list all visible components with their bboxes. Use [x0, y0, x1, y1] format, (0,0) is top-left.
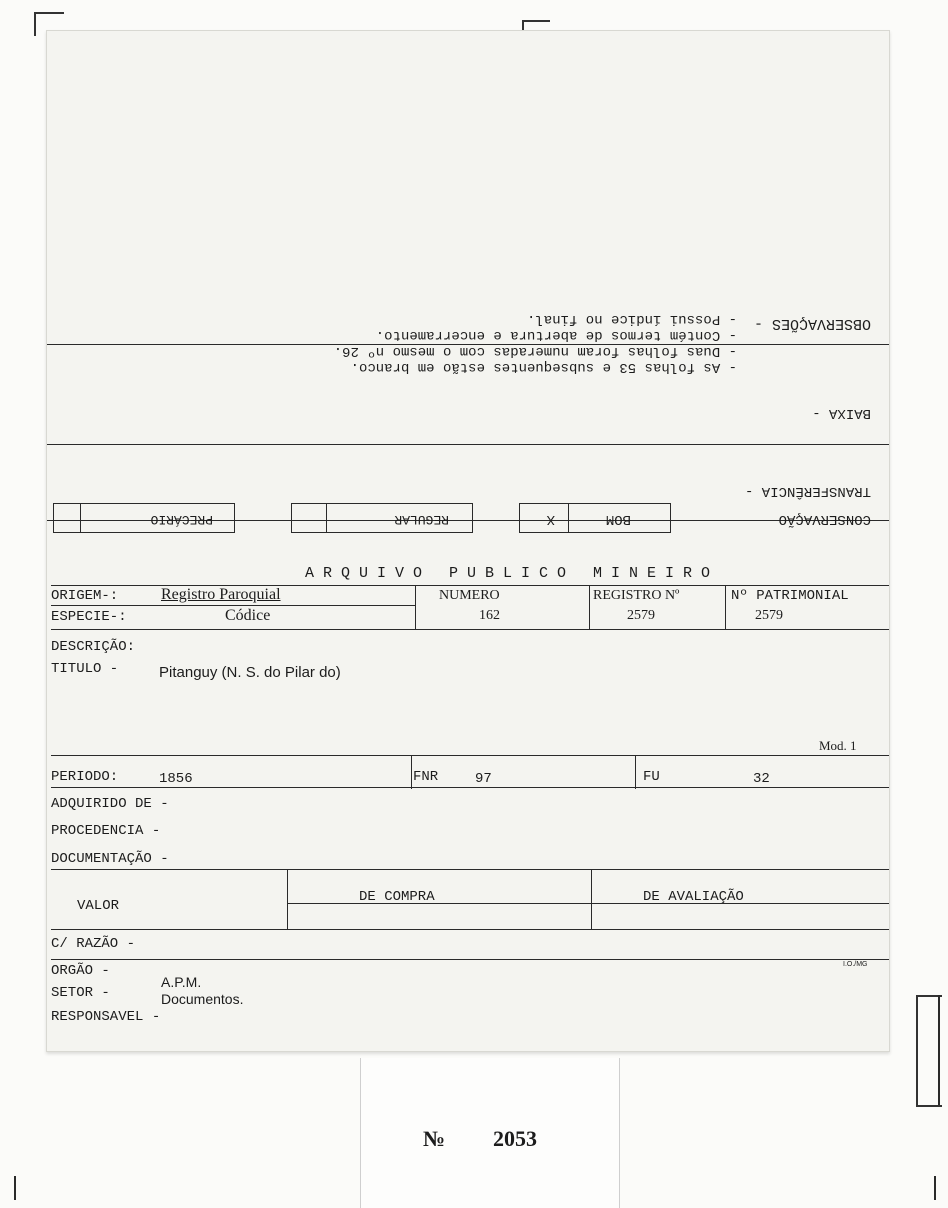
- observacoes-item: - Possui índice no final.: [526, 311, 737, 327]
- divider: [47, 444, 889, 445]
- divider: [47, 344, 889, 345]
- razao-label: C/ RAZÃO -: [51, 936, 136, 952]
- divider: [51, 605, 415, 606]
- observacoes-label: OBSERVAÇÕES -: [753, 315, 871, 332]
- orgao-value: A.P.M.: [161, 974, 202, 990]
- divider: [80, 503, 81, 533]
- divider: [51, 755, 889, 756]
- observacoes-item: - Duas folhas foram numeradas com o mesmo nº 26.: [333, 343, 737, 359]
- option-regular-label: REGULAR: [394, 512, 449, 527]
- divider: [287, 869, 288, 929]
- setor-label: SETOR -: [51, 985, 110, 1001]
- option-bom-box: [519, 503, 671, 533]
- patrimonial-value: 2579: [755, 608, 783, 623]
- stub-number: 2053: [493, 1126, 537, 1151]
- compra-label: DE COMPRA: [359, 889, 435, 905]
- registro-label: REGISTRO Nº: [593, 588, 680, 603]
- number-sign: №: [423, 1126, 446, 1151]
- divider: [51, 629, 889, 630]
- valor-label: VALOR: [77, 898, 120, 914]
- numero-label: NUMERO: [439, 588, 500, 603]
- divider: [725, 585, 726, 629]
- observacoes-item: - Contém termos de abertura e encerramento.: [375, 327, 737, 343]
- conservacao-label: CONSERVAÇÃO: [778, 511, 871, 527]
- divider: [589, 585, 590, 629]
- documentacao-label: DOCUMENTAÇÃO -: [51, 851, 169, 867]
- registro-value: 2579: [627, 608, 655, 623]
- crop-mark: [938, 995, 940, 1105]
- divider: [591, 869, 592, 929]
- institution-title: ARQUIVO PUBLICO MINEIRO: [305, 565, 720, 582]
- fu-label: FU: [643, 769, 660, 785]
- origem-value: Registro Paroquial: [161, 586, 281, 603]
- responsavel-label: RESPONSAVEL -: [51, 1009, 161, 1025]
- descricao-label: DESCRIÇÃO:: [51, 639, 136, 655]
- crop-mark: [14, 1176, 16, 1200]
- fnr-value: 97: [475, 771, 492, 787]
- divider: [51, 929, 889, 930]
- option-precario-label: PRECÁRIO: [150, 512, 213, 527]
- option-bom-mark: X: [546, 511, 555, 527]
- fnr-label: FNR: [413, 769, 439, 785]
- especie-label: ESPECIE-:: [51, 609, 127, 625]
- titulo-label: TITULO -: [51, 661, 119, 677]
- divider: [326, 503, 327, 533]
- transferencia-label: TRANSFERÊNCIA -: [744, 483, 871, 499]
- adquirido-label: ADQUIRIDO DE -: [51, 796, 169, 812]
- procedencia-label: PROCEDENCIA -: [51, 823, 161, 839]
- divider: [415, 585, 416, 629]
- printer-mark: I.O./MG: [843, 961, 868, 968]
- periodo-label: PERIODO:: [51, 769, 119, 785]
- option-bom-label: BOM: [605, 511, 631, 527]
- orgao-label: ORGÃO -: [51, 963, 110, 979]
- divider: [51, 787, 889, 788]
- avaliacao-label: DE AVALIAÇÃO: [643, 889, 744, 905]
- divider: [287, 903, 889, 904]
- fu-value: 32: [753, 771, 770, 787]
- periodo-value: 1856: [159, 771, 193, 787]
- divider: [411, 755, 412, 789]
- crop-mark: [934, 1176, 936, 1200]
- inverted-section: [47, 31, 889, 531]
- model-label: Mod. 1: [819, 738, 857, 753]
- setor-value: Documentos.: [161, 991, 244, 1007]
- catalog-card: [46, 30, 890, 1052]
- divider: [635, 755, 636, 789]
- patrimonial-label: Nº PATRIMONIAL: [731, 588, 849, 604]
- number-stub: [360, 1058, 620, 1208]
- baixa-label: BAIXA -: [812, 405, 871, 421]
- titulo-value: Pitanguy (N. S. do Pilar do): [159, 664, 341, 681]
- conservacao-row: [47, 497, 889, 537]
- origem-label: ORIGEM-:: [51, 588, 119, 604]
- numero-value: 162: [479, 608, 500, 623]
- especie-value: Códice: [225, 607, 271, 624]
- divider: [568, 503, 569, 533]
- divider: [51, 959, 889, 960]
- divider: [51, 869, 889, 870]
- observacoes-item: - As folhas 53 e subsequentes estão em branco.: [350, 359, 737, 375]
